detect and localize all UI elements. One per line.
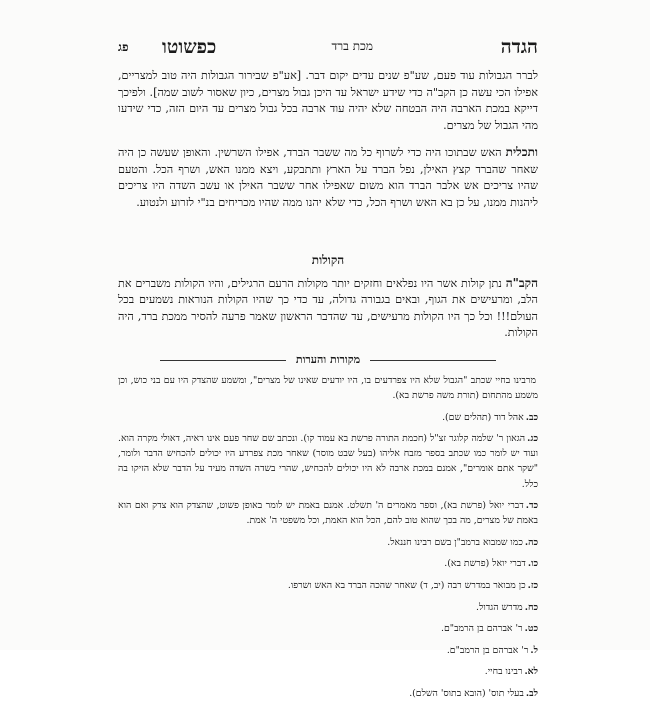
footnote-text: ר' אברהם בן הרמב"ם.	[446, 644, 529, 656]
divider-line	[370, 360, 496, 361]
footnote-text: מרבינו בחיי שכתב "הגבול שלא היו צפרדעים בו, היו יודעים שאינו של מצרים", ומשמע שהצדק היו עם בני כוש, וכן משמע מהתחום (תורת משה פרשת בא).	[118, 375, 538, 402]
footnotes	[118, 373, 538, 699]
footnote	[118, 535, 538, 550]
paragraph-thunder	[118, 275, 538, 342]
footnote	[118, 600, 538, 615]
footnote	[118, 664, 538, 679]
footnote-text: רבינו בחיי.	[484, 666, 523, 678]
footnote	[118, 621, 538, 636]
footnote-marker: כח.	[524, 601, 538, 613]
main-text	[118, 68, 538, 342]
footnote	[118, 431, 538, 491]
footnote-marker: לב.	[525, 688, 538, 699]
divider-line	[160, 360, 286, 361]
footnote	[118, 578, 538, 593]
footnote	[118, 498, 538, 528]
footnote-marker: כט.	[524, 623, 538, 635]
footnote	[118, 373, 538, 403]
footnote-marker: כו.	[527, 558, 538, 570]
running-title-haggadah: הגדה	[500, 36, 538, 58]
page-number: פג	[118, 40, 129, 54]
footnote-text: אהל דוד (תהלים שם).	[442, 411, 524, 423]
footnote-marker: כד.	[525, 500, 538, 512]
paragraph-borders: לברר הגבולות עוד פעם, שע"פ שנים עדים יקום דבר. [אע"פ שבירור הגבולות היה טוב למצריים, אפילו הכי עשה כן הקב"ה כדי שידע ישראל עד היכן גבול מצרים, כיון שאסור לשוב שמה]. ולפיכך דייקא במכת הארבה היה הבטחה שלא יהיה עוד ארבה בכל גבול מצרים עד היום הזה, כדי שידעו מהי הגבול של מצרים.	[118, 69, 538, 132]
running-title-kifshuto: כפשוטו	[162, 36, 217, 58]
footnote-text: כמו שמבוא ברמב"ן בשם רבינו חננאל.	[387, 536, 523, 548]
footnote-text: בעלי תוס' (הובא בתוס' השלם).	[409, 688, 524, 699]
paragraph-body: האש שבתוכו היה כדי לשרוף כל מה ששבר הברד, אפילו השרשין. והאופן שעשה כן היה שאחר שהברד קצץ האילן, נפל הברד על הארץ ותתבקע, ויצא ממנו האש, ושרף הכל. והטעם שהיו צריכים אש אלבר הברד הוא משום שאפילו אחר ששבר האילן או עשב השדה היו צריכים ליהנות ממנו, על כן בא האש ושרף הכל, כדי שלא יהנו ממה שהיו מכריחים בנ"י לזרוע ולנטוע.	[118, 146, 538, 209]
footnote-text: כן מבואר במדרש רבה (יב, ד) שאחר שהכה הברד בא האש ושרפו.	[287, 580, 526, 592]
footnote-text: דברי יואל (פרשת בא), וספר מאמרים ה' תשלט. אמנם באמת יש לומר באופן פשוט, שהצדק הוא צדק ואם הוא באמת של מצרים, מה בכך שהוא טוב להם, הכל הוא האמת, וכל משפטי ה' אמת.	[118, 500, 538, 527]
page-header	[118, 36, 538, 58]
footnote-marker: כב.	[525, 411, 538, 423]
paragraph-lead-word: הקב"ה	[505, 275, 538, 290]
footnote-text: הגאון ר' שלמה קלוגר זצ"ל (חכמת התורה פרשת בא עמוד קו). ונכתב שם שחר פעם אינו ראיה, דאולי מקרה הוא. ועוד יש לומר כמו שכתב בספר מזבח אליהו (בעל שבט מוסר) שאחר מכת צפרדע היו יכולים להכחיש הדבר ולומר, "שקר אתם אומרים", אמנם במכת ארבה לא היו יכולים להכחיש, שהרי בשדה השדה מעיד על הדבר שלא הזיקו בה כלל.	[118, 433, 538, 490]
paragraph-body: נתן קולות אשר היו נפלאים וחזקים יותר מקולות הרעם הרגילים, והיו הקולות משברים את הלב, ומרעישים את הגוף, ובאים בגבורה גדולה, עד כדי כך שהיו הקולות הנוראות נשמעים בכל העולם!!! וכל כך היו הקולות מרעישים, עד שהדבר הראשון שאמר פרעה להסיר ממכת ברד, היה הקולות.	[118, 276, 538, 340]
footnote-marker: לא.	[524, 666, 538, 678]
section-heading-thunder: הקולות	[311, 253, 345, 267]
footnote	[118, 643, 538, 658]
footnote-marker: ל.	[530, 644, 538, 656]
footnote-text: דברי יואל (פרשת בא).	[444, 558, 526, 570]
footnote	[118, 686, 538, 701]
footnote-marker: כה.	[524, 536, 538, 548]
footnote-marker: כז.	[527, 580, 538, 592]
footnote	[118, 556, 538, 571]
paragraph-fire-purpose	[118, 144, 538, 244]
footnote-marker: כג.	[527, 433, 538, 445]
footnotes-title: מקורות והערות	[295, 353, 361, 366]
footnote-text: ר' אברהם בן הרמב"ם.	[441, 623, 523, 635]
footnote-text: מדרש הגדול.	[476, 601, 523, 613]
chapter-title: מכת ברד	[331, 39, 373, 53]
footnotes-heading	[118, 353, 538, 366]
paragraph-lead-word: ותכלית	[505, 145, 538, 159]
footnote	[118, 410, 538, 425]
